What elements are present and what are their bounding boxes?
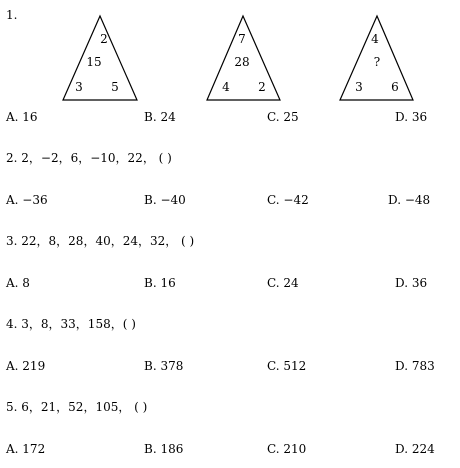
q1-number: 1. — [6, 8, 18, 22]
q4-option-d: D. 783 — [395, 359, 435, 373]
triangle-3-center: ? — [373, 55, 381, 69]
q3-question: 3. 22，8，28，40，24，32， ( ) — [6, 234, 195, 248]
q2-option-b: B. −40 — [144, 193, 186, 207]
q4-option-a: A. 219 — [6, 359, 46, 373]
triangle-1-top: 2 — [100, 32, 108, 46]
q1-option-d: D. 36 — [395, 110, 428, 124]
q5-question: 5. 6，21，52，105， ( ) — [6, 400, 148, 414]
q1-option-c: C. 25 — [267, 110, 299, 124]
triangle-2-center: 28 — [234, 55, 250, 69]
triangle-1-left: 3 — [75, 80, 83, 94]
q4-option-b: B. 378 — [144, 359, 184, 373]
triangle-3-top: 4 — [371, 32, 379, 46]
q5-option-a: A. 172 — [6, 442, 46, 456]
triangle-2-left: 4 — [222, 80, 230, 94]
triangle-2-right: 2 — [258, 80, 266, 94]
q1-option-b: B. 24 — [144, 110, 176, 124]
triangle-2-top: 7 — [238, 32, 246, 46]
q5-option-b: B. 186 — [144, 442, 184, 456]
triangle-2 — [207, 16, 280, 100]
triangle-1-right: 5 — [111, 80, 119, 94]
triangle-3-left: 3 — [355, 80, 363, 94]
q2-question: 2. 2，−2，6，−10，22， ( ) — [6, 151, 172, 165]
q2-option-d: D. −48 — [388, 193, 431, 207]
q3-option-b: B. 16 — [144, 276, 176, 290]
triangle-1 — [63, 16, 137, 100]
q2-option-a: A. −36 — [6, 193, 48, 207]
q5-option-c: C. 210 — [267, 442, 307, 456]
q4-question: 4. 3，8，33，158，( ) — [6, 317, 136, 331]
triangle-1-center: 15 — [86, 55, 102, 69]
q3-option-d: D. 36 — [395, 276, 428, 290]
q2-option-c: C. −42 — [267, 193, 309, 207]
triangle-3 — [340, 16, 413, 100]
q4-option-c: C. 512 — [267, 359, 307, 373]
q3-option-a: A. 8 — [6, 276, 30, 290]
triangle-3-right: 6 — [391, 80, 399, 94]
q5-option-d: D. 224 — [395, 442, 435, 456]
q1-option-a: A. 16 — [6, 110, 38, 124]
q3-option-c: C. 24 — [267, 276, 299, 290]
